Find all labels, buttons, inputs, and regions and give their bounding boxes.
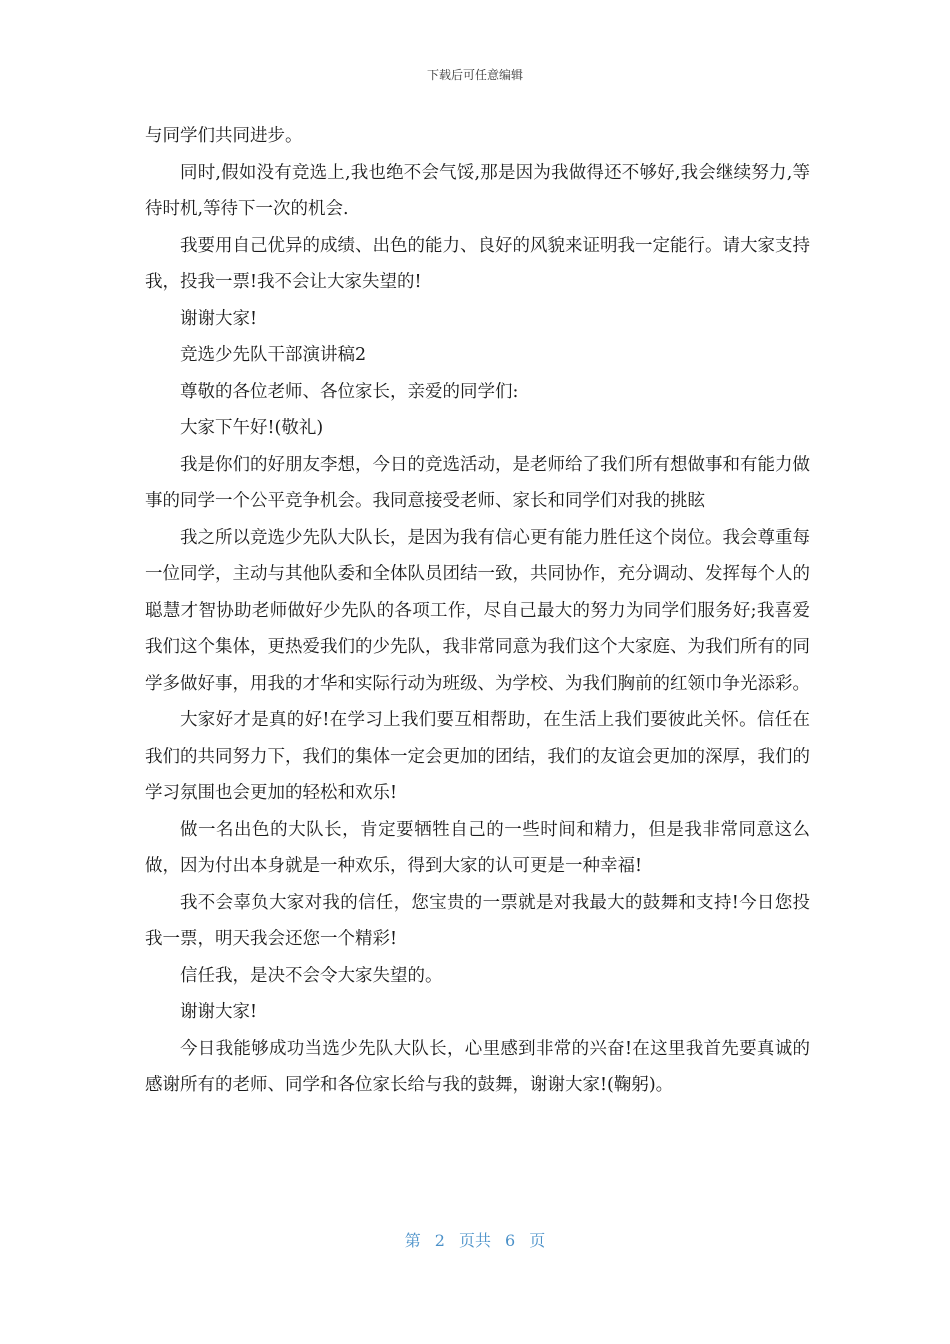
paragraph-4: 谢谢大家! [180,308,258,329]
paragraph-13: 信任我，是决不会令大家失望的。 [180,965,443,986]
paragraph-3: 我要用自己优异的成绩、出色的能力、良好的风貌来证明我一定能行。请大家支持我，投我一票!我不会让大家失望的! [145,235,810,292]
paragraph-11: 做一名出色的大队长，肯定要牺牲自己的一些时间和精力，但是我非常同意这么做，因为付出本身就是一种欢乐，得到大家的认可更是一种幸福! [145,819,810,876]
current-page-number: 2 [434,1231,445,1250]
footer-prefix: 第 [404,1231,421,1250]
paragraph-12: 我不会辜负大家对我的信任，您宝贵的一票就是对我最大的鼓舞和支持!今日您投我一票，明天我会还您一个精彩! [145,892,810,949]
footer-middle: 页共 [458,1231,491,1250]
total-pages-number: 6 [505,1231,516,1250]
salutation: 尊敬的各位老师、各位家长，亲爱的同学们: [180,381,519,402]
paragraph-2: 同时,假如没有竞选上,我也绝不会气馁,那是因为我做得还不够好,我会继续努力,等待时机,等待下一次的机会. [145,162,810,219]
paragraph-15: 今日我能够成功当选少先队大队长，心里感到非常的兴奋!在这里我首先要真诚的感谢所有的老师、同学和各位家长给与我的鼓舞，谢谢大家!(鞠躬)。 [145,1038,810,1095]
footer-suffix: 页 [529,1231,546,1250]
page-header: 下载后可任意编辑 [426,68,523,82]
paragraph-10: 大家好才是真的好!在学习上我们要互相帮助，在生活上我们要彼此关怀。信任在我们的共同努力下，我们的集体一定会更加的团结，我们的友谊会更加的深厚，我们的学习氛围也会更加的轻松和欢乐! [145,710,810,803]
paragraph-8: 我是你们的好朋友李想，今日的竞选活动，是老师给了我们所有想做事和有能力做事的同学一个公平竞争机会。我同意接受老师、家长和同学们对我的挑眩 [145,454,810,511]
page-footer [0,1228,950,1251]
document-body [145,118,810,1104]
section-title: 竞选少先队干部演讲稿2 [180,345,367,365]
paragraph-9: 我之所以竞选少先队大队长，是因为我有信心更有能力胜任这个岗位。我会尊重每一位同学，主动与其他队委和全体队员团结一致，共同协作，充分调动、发挥每个人的聪慧才智协助老师做好少先队的各项工作，尽自己最大的努力为同学们服务好;我喜爱我们这个集体，更热爱我们的少先队，我非常同意为我们这个大家庭、为我们所有的同学多做好事，用我的才华和实际行动为班级、为学校、为我们胸前的红领巾争光添彩。 [145,527,810,694]
paragraph-14: 谢谢大家! [180,1002,258,1022]
greeting: 大家下午好!(敬礼) [180,418,324,438]
paragraph-1: 与同学们共同进步。 [145,126,303,146]
